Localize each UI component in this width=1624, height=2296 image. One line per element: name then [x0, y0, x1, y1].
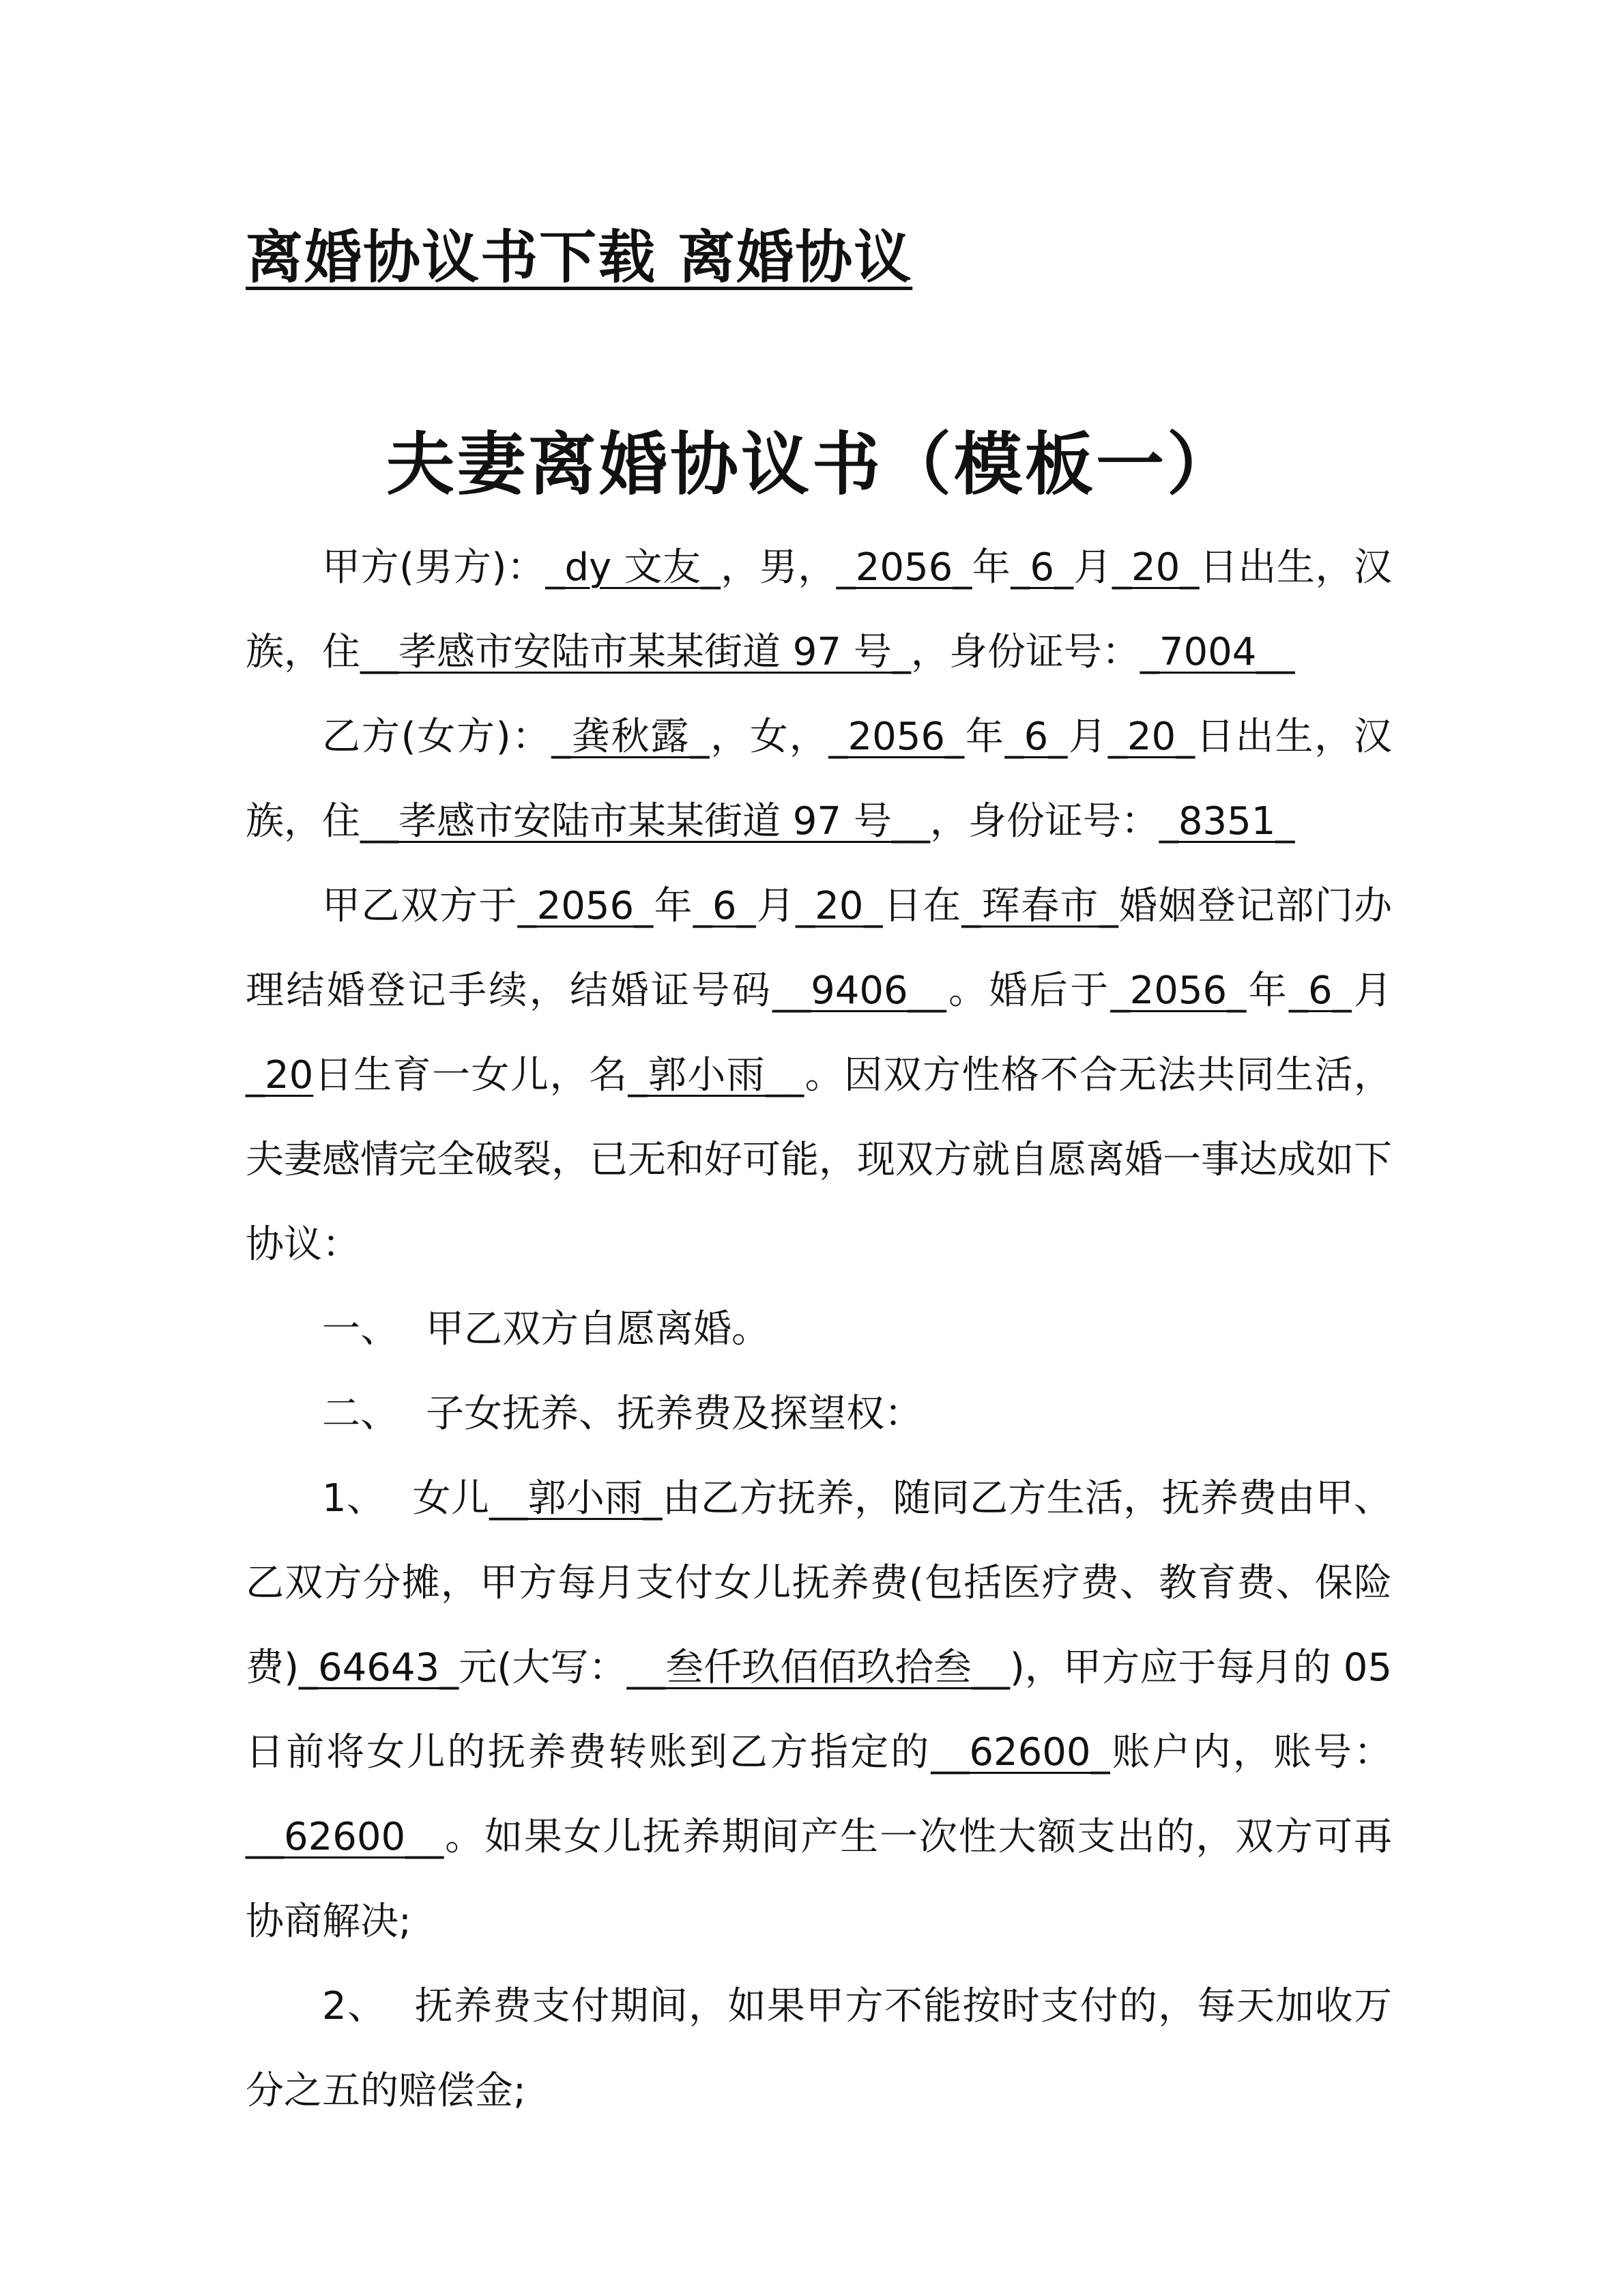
- clause-2: [246, 1372, 1392, 1456]
- party-a-address-label: 住: [322, 630, 360, 674]
- marriage-month: _6_: [693, 884, 756, 928]
- document-body: [246, 526, 1392, 2134]
- party-a-id-label: ，身份证号：: [910, 630, 1140, 674]
- party-b-id-label: ，身份证号：: [929, 799, 1159, 844]
- party-a-birth-month: _6_: [1011, 545, 1073, 590]
- item-1-number: 1、: [322, 1476, 386, 1521]
- party-b-id-number: _8351_: [1159, 799, 1295, 844]
- year-unit: 年: [653, 884, 693, 928]
- marriage-day: _20_: [796, 884, 883, 928]
- item-1-amount-uppercase: __叁仟玖佰佰玖拾叁__: [626, 1646, 1010, 1690]
- child-birth-month: _6_: [1288, 968, 1352, 1013]
- party-a-birth-year: _2056_: [836, 545, 972, 590]
- item-2-paragraph: [246, 1964, 1392, 2134]
- marriage-text-5: 。因双方性格不合无法共同生活，夫妻感情完全破裂，已无和好可能，现双方就自愿离婚一事达成如下协议：: [246, 1053, 1393, 1267]
- clause-2-number: 二、: [322, 1392, 398, 1436]
- clause-1-text: 甲乙双方自愿离婚。: [426, 1307, 770, 1351]
- child-birth-day: _20: [246, 1053, 314, 1097]
- month-unit: 月: [1351, 968, 1393, 1013]
- item-1-child-name: __郭小雨_: [489, 1476, 663, 1521]
- item-1-text-5: 账户内，账号：: [1110, 1730, 1393, 1775]
- marriage-text-4: 日生育一女儿，名: [313, 1053, 628, 1097]
- party-b-birth-day: _20_: [1107, 715, 1195, 759]
- party-a-address: __孝感市安陆市某某街道 97 号_: [360, 630, 911, 674]
- party-a-label: 甲方(男方)：: [322, 545, 546, 590]
- marriage-paragraph: [246, 864, 1392, 1287]
- marriage-city: _珲春市_: [961, 884, 1118, 928]
- item-1-account: __62600__: [246, 1815, 444, 1859]
- year-unit: 年: [972, 545, 1011, 590]
- item-2-number: 2、: [322, 1984, 387, 2028]
- month-unit: 月: [755, 884, 796, 928]
- year-unit: 年: [964, 715, 1005, 759]
- marriage-text-3: 。婚后于: [946, 968, 1111, 1013]
- marriage-year: _2056_: [517, 884, 654, 928]
- item-1-bank: __62600_: [931, 1730, 1110, 1775]
- item-2-text: 抚养费支付期间，如果甲方不能按时支付的，每天加收万分之五的赔偿金;: [246, 1984, 1392, 2113]
- marriage-cert-number: __9406__: [772, 968, 946, 1013]
- child-birth-year: _2056_: [1110, 968, 1247, 1013]
- item-1-text-3: 元(大写：: [459, 1646, 627, 1690]
- party-b-label: 乙方(女方)：: [322, 715, 552, 759]
- party-a-paragraph: [246, 526, 1392, 695]
- item-1-text-6: 。如果女儿抚养期间产生一次性大额支出的，双方可再协商解决;: [246, 1815, 1392, 1944]
- year-unit: 年: [1246, 968, 1289, 1013]
- party-b-name: _龚秋露_: [551, 715, 710, 759]
- party-b-paragraph: [246, 695, 1392, 864]
- month-unit: 月: [1067, 715, 1108, 759]
- party-b-birth-suffix: 日出生，汉族，: [246, 715, 1393, 844]
- party-a-gender: ，男，: [720, 545, 837, 590]
- party-a-name: _dy 文友_: [545, 545, 721, 590]
- party-b-birth-month: _6_: [1004, 715, 1068, 759]
- item-1-amount: _64643_: [298, 1646, 459, 1690]
- clause-1-number: 一、: [322, 1307, 398, 1351]
- marriage-text-2: 婚姻登记部门办理结婚登记手续，结婚证号码: [246, 884, 1393, 1013]
- party-b-birth-year: _2056_: [828, 715, 965, 759]
- item-1-paragraph: [246, 1456, 1392, 1964]
- month-unit: 月: [1073, 545, 1113, 590]
- party-a-birth-suffix: 日出生，汉族，: [246, 545, 1393, 674]
- marriage-text-1: 甲乙双方于: [322, 884, 518, 928]
- party-b-gender: ，女，: [709, 715, 829, 759]
- header-title: 离婚协议书下载 离婚协议: [246, 224, 913, 291]
- party-a-birth-day: _20_: [1112, 545, 1200, 590]
- item-1-text-1: 女儿: [412, 1476, 490, 1521]
- party-a-id-number: _7004__: [1140, 630, 1295, 674]
- item-1-text-2: 由乙方抚养，随同乙方生活，抚养费由甲、乙双方分摊，甲方每月支付女儿抚养费(包括医疗费、教育费、保险费): [246, 1476, 1393, 1690]
- document-title: 夫妻离婚协议书（模板一）: [386, 425, 1238, 504]
- party-b-address: __孝感市安陆市某某街道 97 号__: [360, 799, 930, 844]
- clause-2-text: 子女抚养、抚养费及探望权：: [426, 1392, 923, 1436]
- clause-1: [246, 1287, 1392, 1372]
- child-name: _郭小雨__: [628, 1053, 804, 1097]
- item-1-text-4: )，甲方应于每月的 05 日前将女儿的抚养费转账到乙方指定的: [246, 1646, 1393, 1775]
- marriage-day-suffix: 日在: [882, 884, 962, 928]
- party-b-address-label: 住: [322, 799, 360, 844]
